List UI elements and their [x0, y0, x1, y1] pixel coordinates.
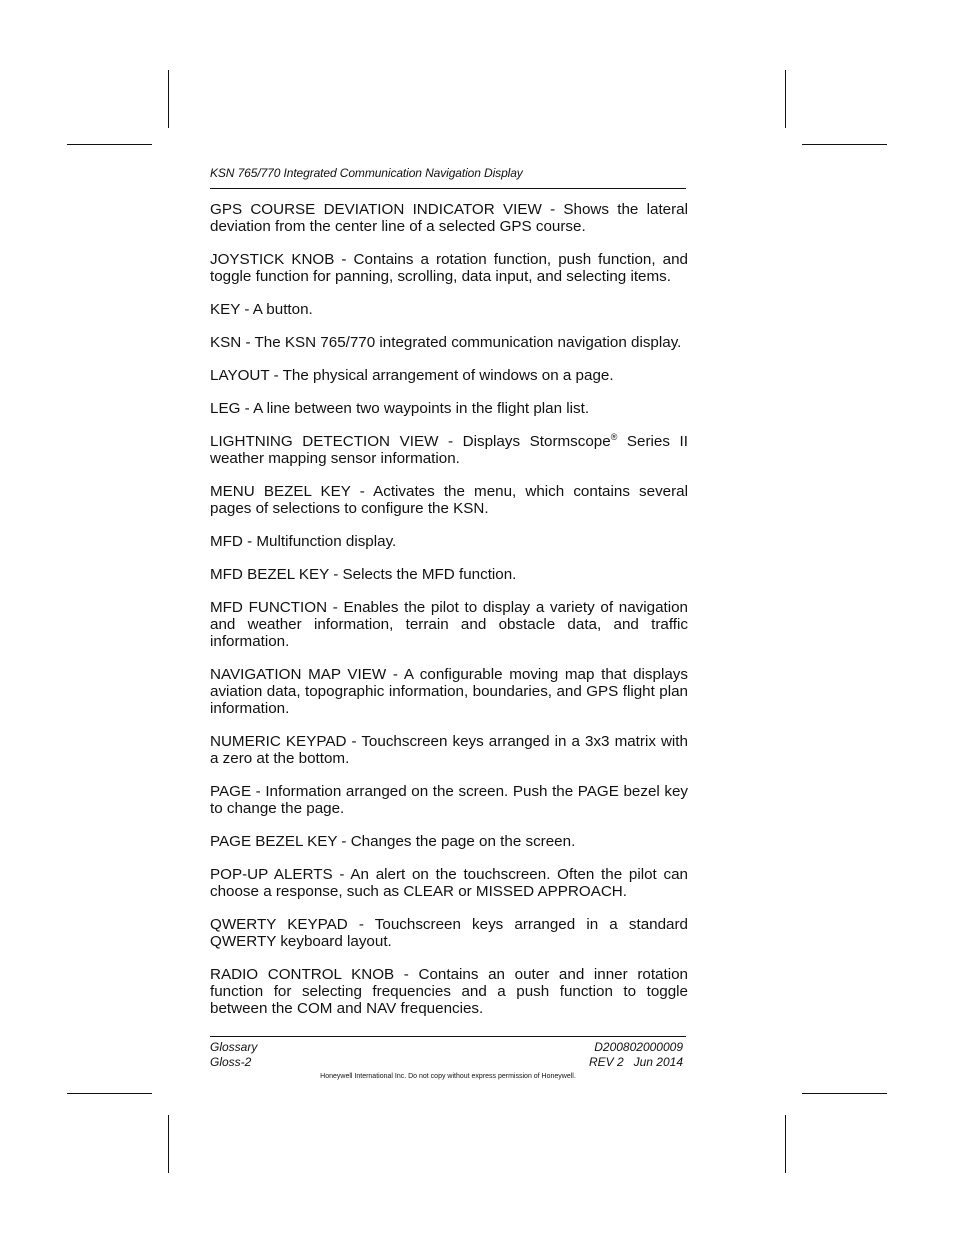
separator: - [240, 400, 254, 417]
glossary-entry [210, 301, 688, 318]
separator: - [346, 733, 362, 750]
separator: - [337, 833, 351, 850]
glossary-entry [210, 866, 688, 900]
glossary-entry [210, 566, 688, 583]
glossary-definition: The KSN 765/770 integrated communication navigation display. [254, 334, 682, 351]
glossary-definition: Activates the menu, which contains several pages of selections to configure the KSN. [210, 483, 688, 517]
glossary-term: PAGE [210, 783, 252, 800]
glossary-term: KSN [210, 334, 242, 351]
glossary-entry [210, 251, 688, 285]
glossary-term: NAVIGATION MAP VIEW [210, 666, 387, 683]
crop-mark-bottom-right-horizontal [802, 1093, 887, 1094]
glossary-term: PAGE BEZEL KEY [210, 833, 338, 850]
glossary-term: JOYSTICK KNOB [210, 251, 335, 268]
separator: - [332, 866, 351, 883]
crop-mark-bottom-right-vertical [785, 1115, 786, 1173]
glossary-list [210, 201, 688, 1033]
separator: - [350, 483, 374, 500]
glossary-definition: Touchscreen keys arranged in a 3x3 matrix with a zero at the bottom. [210, 733, 688, 767]
glossary-definition: An alert on the touchscreen. Often the pilot can choose a response, such as CLEAR or MISSED APPROACH. [210, 866, 688, 900]
glossary-term: LIGHTNING DETECTION VIEW [210, 433, 439, 450]
registered-trademark-mark: ® [610, 431, 618, 442]
glossary-term: POP-UP ALERTS [210, 866, 333, 883]
glossary-entry [210, 966, 688, 1017]
separator: - [438, 433, 463, 450]
glossary-definition: Contains an outer and inner rotation function for selecting frequencies and a push function to toggle between the COM and NAV frequencies. [210, 966, 688, 1017]
glossary-term: QWERTY KEYPAD [210, 916, 348, 933]
glossary-entry [210, 367, 688, 384]
separator: - [269, 367, 283, 384]
glossary-term: LAYOUT [210, 367, 270, 384]
glossary-term: MFD [210, 533, 243, 550]
glossary-term: RADIO CONTROL KNOB [210, 966, 395, 983]
glossary-definition: A line between two waypoints in the flight plan list. [253, 400, 590, 417]
footer-right [589, 1040, 683, 1070]
crop-mark-top-left-vertical [168, 70, 169, 128]
glossary-definition: Contains a rotation function, push function, and toggle function for panning, scrolling, data input, and selecting items. [210, 251, 688, 285]
glossary-entry [210, 533, 688, 550]
glossary-entry [210, 833, 688, 850]
glossary-term: MFD FUNCTION [210, 599, 328, 616]
header-rule [210, 188, 686, 189]
separator: - [386, 666, 404, 683]
separator: - [251, 783, 266, 800]
glossary-definition: Changes the page on the screen. [350, 833, 576, 850]
separator: - [240, 301, 253, 318]
glossary-definition: Enables the pilot to display a variety of navigation and weather information, terrain and obstacle data, and traffic information. [210, 599, 689, 650]
glossary-entry [210, 334, 688, 351]
separator: - [242, 533, 257, 550]
glossary-entry [210, 666, 688, 717]
glossary-entry [210, 599, 688, 650]
crop-mark-bottom-left-vertical [168, 1115, 169, 1173]
glossary-definition-end: Series II weather mapping sensor information. [210, 433, 688, 467]
crop-mark-top-left-horizontal [67, 144, 152, 145]
glossary-definition-start: Displays Stormscope [462, 433, 611, 450]
glossary-term: MFD BEZEL KEY [210, 566, 330, 583]
glossary-entry [210, 783, 688, 817]
glossary-definition: A button. [252, 301, 313, 318]
running-header: KSN 765/770 Integrated Communication Navigation Display [210, 166, 523, 180]
glossary-entry [210, 400, 688, 417]
glossary-term: GPS COURSE DEVIATION INDICATOR VIEW [210, 201, 542, 218]
footer-section-name: Glossary [210, 1040, 258, 1054]
glossary-entry [210, 733, 688, 767]
glossary-term: KEY [210, 301, 241, 318]
glossary-definition: Information arranged on the screen. Push the PAGE bezel key to change the page. [210, 783, 688, 817]
crop-mark-top-right-horizontal [802, 144, 887, 145]
glossary-definition: Selects the MFD function. [342, 566, 517, 583]
footer-left [210, 1040, 257, 1070]
footer-page-number: Gloss-2 [210, 1055, 252, 1069]
glossary-entry [210, 201, 688, 235]
separator: - [334, 251, 354, 268]
glossary-definition: Touchscreen keys arranged in a standard QWERTY keyboard layout. [210, 916, 688, 950]
glossary-entry [210, 916, 688, 950]
glossary-entry [210, 483, 688, 517]
footer-revision: REV 2 Jun 2014 [588, 1055, 683, 1069]
crop-mark-bottom-left-horizontal [67, 1093, 152, 1094]
glossary-term: MENU BEZEL KEY [210, 483, 351, 500]
glossary-definition: The physical arrangement of windows on a page. [282, 367, 614, 384]
crop-mark-top-right-vertical [785, 70, 786, 128]
copyright-notice: Honeywell International Inc. Do not copy without express permission of Honeywell. [320, 1073, 576, 1080]
glossary-definition: Multifunction display. [256, 533, 397, 550]
glossary-definition: Shows the lateral deviation from the center line of a selected GPS course. [210, 201, 688, 235]
glossary-term: NUMERIC KEYPAD [210, 733, 347, 750]
separator: - [541, 201, 564, 218]
separator: - [241, 334, 255, 351]
glossary-term: LEG [210, 400, 241, 417]
separator: - [394, 966, 419, 983]
footer-rule [210, 1036, 686, 1037]
separator: - [327, 599, 344, 616]
separator: - [347, 916, 375, 933]
glossary-entry [210, 433, 688, 467]
glossary-definition: A configurable moving map that displays aviation data, topographic information, boundaries, and GPS flight plan information. [210, 666, 688, 717]
footer-document-number: D200802000009 [594, 1040, 683, 1054]
separator: - [329, 566, 343, 583]
